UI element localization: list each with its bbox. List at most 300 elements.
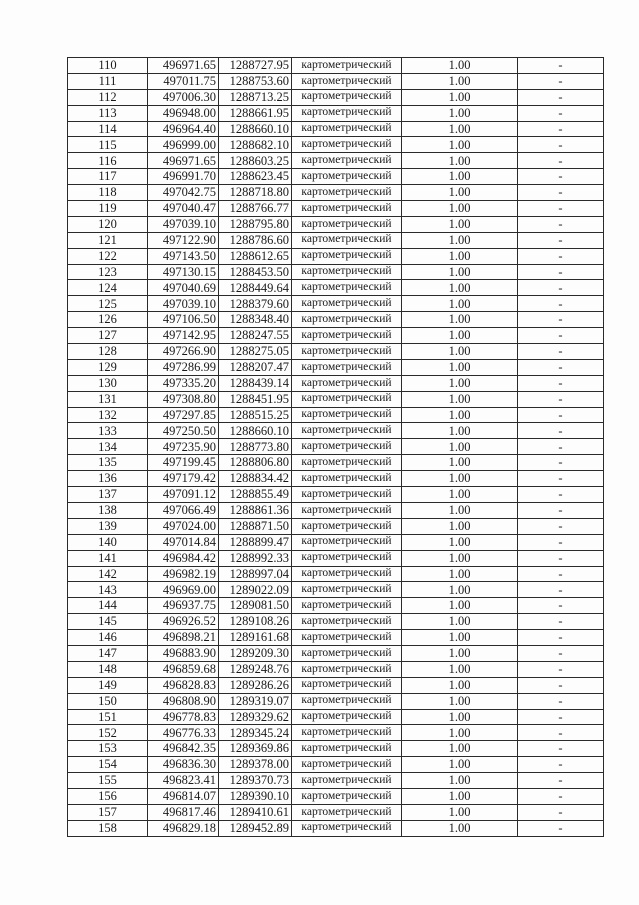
accuracy-value: 1.00 [402, 73, 518, 89]
x-coordinate: 497142.95 [148, 328, 219, 344]
table-row [68, 423, 604, 439]
note-dash: - [518, 645, 604, 661]
point-number: 142 [68, 566, 148, 582]
x-coordinate: 496814.07 [148, 788, 219, 804]
x-coordinate: 496991.70 [148, 169, 219, 185]
determination-method: картометрический [292, 359, 402, 375]
y-coordinate: 1288992.33 [219, 550, 292, 566]
determination-method: картометрический [292, 391, 402, 407]
point-number: 120 [68, 216, 148, 232]
table-row [68, 328, 604, 344]
determination-method: картометрический [292, 328, 402, 344]
accuracy-value: 1.00 [402, 534, 518, 550]
point-number: 153 [68, 741, 148, 757]
point-number: 135 [68, 455, 148, 471]
point-number: 136 [68, 471, 148, 487]
determination-method: картометрический [292, 487, 402, 503]
y-coordinate: 1288660.10 [219, 121, 292, 137]
point-number: 158 [68, 820, 148, 836]
accuracy-value: 1.00 [402, 439, 518, 455]
coordinates-table [67, 57, 604, 837]
note-dash: - [518, 328, 604, 344]
point-number: 144 [68, 598, 148, 614]
determination-method: картометрический [292, 693, 402, 709]
y-coordinate: 1289209.30 [219, 645, 292, 661]
point-number: 156 [68, 788, 148, 804]
table-row [68, 757, 604, 773]
accuracy-value: 1.00 [402, 487, 518, 503]
accuracy-value: 1.00 [402, 820, 518, 836]
note-dash: - [518, 105, 604, 121]
x-coordinate: 496859.68 [148, 661, 219, 677]
note-dash: - [518, 550, 604, 566]
point-number: 149 [68, 677, 148, 693]
y-coordinate: 1288899.47 [219, 534, 292, 550]
accuracy-value: 1.00 [402, 741, 518, 757]
determination-method: картометрический [292, 89, 402, 105]
table-row [68, 598, 604, 614]
accuracy-value: 1.00 [402, 645, 518, 661]
y-coordinate: 1289319.07 [219, 693, 292, 709]
accuracy-value: 1.00 [402, 391, 518, 407]
table-row [68, 804, 604, 820]
point-number: 155 [68, 773, 148, 789]
x-coordinate: 496937.75 [148, 598, 219, 614]
accuracy-value: 1.00 [402, 582, 518, 598]
note-dash: - [518, 375, 604, 391]
x-coordinate: 496842.35 [148, 741, 219, 757]
x-coordinate: 496778.83 [148, 709, 219, 725]
x-coordinate: 497040.47 [148, 201, 219, 217]
point-number: 117 [68, 169, 148, 185]
accuracy-value: 1.00 [402, 153, 518, 169]
table-row [68, 820, 604, 836]
note-dash: - [518, 693, 604, 709]
point-number: 133 [68, 423, 148, 439]
table-row [68, 693, 604, 709]
determination-method: картометрический [292, 725, 402, 741]
x-coordinate: 497042.75 [148, 185, 219, 201]
point-number: 111 [68, 73, 148, 89]
y-coordinate: 1288727.95 [219, 58, 292, 74]
determination-method: картометрический [292, 471, 402, 487]
x-coordinate: 496883.90 [148, 645, 219, 661]
x-coordinate: 497066.49 [148, 502, 219, 518]
determination-method: картометрический [292, 169, 402, 185]
x-coordinate: 496984.42 [148, 550, 219, 566]
note-dash: - [518, 757, 604, 773]
point-number: 118 [68, 185, 148, 201]
table-row [68, 105, 604, 121]
y-coordinate: 1288451.95 [219, 391, 292, 407]
y-coordinate: 1289452.89 [219, 820, 292, 836]
x-coordinate: 497335.20 [148, 375, 219, 391]
point-number: 124 [68, 280, 148, 296]
y-coordinate: 1288806.80 [219, 455, 292, 471]
accuracy-value: 1.00 [402, 518, 518, 534]
table-row [68, 296, 604, 312]
x-coordinate: 496776.33 [148, 725, 219, 741]
note-dash: - [518, 296, 604, 312]
note-dash: - [518, 248, 604, 264]
determination-method: картометрический [292, 677, 402, 693]
y-coordinate: 1288718.80 [219, 185, 292, 201]
table-row [68, 788, 604, 804]
determination-method: картометрический [292, 518, 402, 534]
determination-method: картометрический [292, 645, 402, 661]
note-dash: - [518, 391, 604, 407]
y-coordinate: 1289378.00 [219, 757, 292, 773]
table-row [68, 709, 604, 725]
note-dash: - [518, 773, 604, 789]
note-dash: - [518, 566, 604, 582]
accuracy-value: 1.00 [402, 105, 518, 121]
x-coordinate: 497179.42 [148, 471, 219, 487]
accuracy-value: 1.00 [402, 661, 518, 677]
note-dash: - [518, 280, 604, 296]
determination-method: картометрический [292, 280, 402, 296]
accuracy-value: 1.00 [402, 725, 518, 741]
accuracy-value: 1.00 [402, 344, 518, 360]
x-coordinate: 497199.45 [148, 455, 219, 471]
table-row [68, 232, 604, 248]
y-coordinate: 1289108.26 [219, 614, 292, 630]
point-number: 114 [68, 121, 148, 137]
table-row [68, 73, 604, 89]
table-row [68, 518, 604, 534]
point-number: 141 [68, 550, 148, 566]
note-dash: - [518, 661, 604, 677]
point-number: 139 [68, 518, 148, 534]
x-coordinate: 497006.30 [148, 89, 219, 105]
note-dash: - [518, 630, 604, 646]
accuracy-value: 1.00 [402, 359, 518, 375]
point-number: 110 [68, 58, 148, 74]
determination-method: картометрический [292, 105, 402, 121]
y-coordinate: 1288247.55 [219, 328, 292, 344]
accuracy-value: 1.00 [402, 407, 518, 423]
accuracy-value: 1.00 [402, 757, 518, 773]
note-dash: - [518, 407, 604, 423]
accuracy-value: 1.00 [402, 614, 518, 630]
accuracy-value: 1.00 [402, 804, 518, 820]
note-dash: - [518, 455, 604, 471]
x-coordinate: 496898.21 [148, 630, 219, 646]
y-coordinate: 1288439.14 [219, 375, 292, 391]
point-number: 127 [68, 328, 148, 344]
determination-method: картометрический [292, 614, 402, 630]
point-number: 132 [68, 407, 148, 423]
point-number: 131 [68, 391, 148, 407]
determination-method: картометрический [292, 121, 402, 137]
accuracy-value: 1.00 [402, 550, 518, 566]
accuracy-value: 1.00 [402, 598, 518, 614]
note-dash: - [518, 598, 604, 614]
y-coordinate: 1289161.68 [219, 630, 292, 646]
determination-method: картометрический [292, 296, 402, 312]
x-coordinate: 496948.00 [148, 105, 219, 121]
y-coordinate: 1288871.50 [219, 518, 292, 534]
note-dash: - [518, 677, 604, 693]
note-dash: - [518, 185, 604, 201]
determination-method: картометрический [292, 407, 402, 423]
x-coordinate: 497024.00 [148, 518, 219, 534]
point-number: 129 [68, 359, 148, 375]
x-coordinate: 497106.50 [148, 312, 219, 328]
accuracy-value: 1.00 [402, 423, 518, 439]
note-dash: - [518, 709, 604, 725]
table-row [68, 391, 604, 407]
determination-method: картометрический [292, 820, 402, 836]
table-row [68, 582, 604, 598]
accuracy-value: 1.00 [402, 312, 518, 328]
accuracy-value: 1.00 [402, 137, 518, 153]
table-row [68, 566, 604, 582]
accuracy-value: 1.00 [402, 296, 518, 312]
table-row [68, 137, 604, 153]
note-dash: - [518, 820, 604, 836]
accuracy-value: 1.00 [402, 566, 518, 582]
y-coordinate: 1289286.26 [219, 677, 292, 693]
table-row [68, 645, 604, 661]
determination-method: картометрический [292, 201, 402, 217]
accuracy-value: 1.00 [402, 677, 518, 693]
determination-method: картометрический [292, 248, 402, 264]
note-dash: - [518, 439, 604, 455]
x-coordinate: 496969.00 [148, 582, 219, 598]
table-row [68, 185, 604, 201]
note-dash: - [518, 216, 604, 232]
table-row [68, 344, 604, 360]
accuracy-value: 1.00 [402, 375, 518, 391]
point-number: 123 [68, 264, 148, 280]
y-coordinate: 1289345.24 [219, 725, 292, 741]
note-dash: - [518, 73, 604, 89]
accuracy-value: 1.00 [402, 693, 518, 709]
y-coordinate: 1288713.25 [219, 89, 292, 105]
note-dash: - [518, 534, 604, 550]
note-dash: - [518, 614, 604, 630]
table-row [68, 169, 604, 185]
y-coordinate: 1289369.86 [219, 741, 292, 757]
table-row [68, 471, 604, 487]
x-coordinate: 496971.65 [148, 153, 219, 169]
table-row [68, 201, 604, 217]
note-dash: - [518, 169, 604, 185]
point-number: 143 [68, 582, 148, 598]
y-coordinate: 1288997.04 [219, 566, 292, 582]
y-coordinate: 1288661.95 [219, 105, 292, 121]
accuracy-value: 1.00 [402, 248, 518, 264]
x-coordinate: 496964.40 [148, 121, 219, 137]
y-coordinate: 1288834.42 [219, 471, 292, 487]
point-number: 126 [68, 312, 148, 328]
determination-method: картометрический [292, 598, 402, 614]
table-row [68, 375, 604, 391]
x-coordinate: 496823.41 [148, 773, 219, 789]
y-coordinate: 1288623.45 [219, 169, 292, 185]
x-coordinate: 496999.00 [148, 137, 219, 153]
point-number: 134 [68, 439, 148, 455]
determination-method: картометрический [292, 788, 402, 804]
x-coordinate: 496836.30 [148, 757, 219, 773]
table-row [68, 773, 604, 789]
table-row [68, 248, 604, 264]
note-dash: - [518, 582, 604, 598]
accuracy-value: 1.00 [402, 169, 518, 185]
table-row [68, 661, 604, 677]
y-coordinate: 1288786.60 [219, 232, 292, 248]
y-coordinate: 1289329.62 [219, 709, 292, 725]
x-coordinate: 497130.15 [148, 264, 219, 280]
point-number: 130 [68, 375, 148, 391]
y-coordinate: 1288855.49 [219, 487, 292, 503]
accuracy-value: 1.00 [402, 280, 518, 296]
accuracy-value: 1.00 [402, 471, 518, 487]
note-dash: - [518, 89, 604, 105]
accuracy-value: 1.00 [402, 89, 518, 105]
x-coordinate: 497014.84 [148, 534, 219, 550]
table-row [68, 455, 604, 471]
determination-method: картометрический [292, 264, 402, 280]
determination-method: картометрический [292, 344, 402, 360]
table-row [68, 359, 604, 375]
note-dash: - [518, 312, 604, 328]
note-dash: - [518, 725, 604, 741]
table-row [68, 677, 604, 693]
x-coordinate: 497011.75 [148, 73, 219, 89]
point-number: 112 [68, 89, 148, 105]
point-number: 140 [68, 534, 148, 550]
y-coordinate: 1289248.76 [219, 661, 292, 677]
x-coordinate: 497250.50 [148, 423, 219, 439]
note-dash: - [518, 201, 604, 217]
accuracy-value: 1.00 [402, 232, 518, 248]
note-dash: - [518, 137, 604, 153]
determination-method: картометрический [292, 741, 402, 757]
table-row [68, 487, 604, 503]
table-row [68, 614, 604, 630]
determination-method: картометрический [292, 804, 402, 820]
y-coordinate: 1288612.65 [219, 248, 292, 264]
point-number: 154 [68, 757, 148, 773]
accuracy-value: 1.00 [402, 201, 518, 217]
determination-method: картометрический [292, 773, 402, 789]
x-coordinate: 497122.90 [148, 232, 219, 248]
note-dash: - [518, 153, 604, 169]
point-number: 119 [68, 201, 148, 217]
note-dash: - [518, 487, 604, 503]
point-number: 121 [68, 232, 148, 248]
x-coordinate: 497235.90 [148, 439, 219, 455]
point-number: 138 [68, 502, 148, 518]
note-dash: - [518, 804, 604, 820]
y-coordinate: 1289370.73 [219, 773, 292, 789]
point-number: 113 [68, 105, 148, 121]
x-coordinate: 496817.46 [148, 804, 219, 820]
x-coordinate: 496982.19 [148, 566, 219, 582]
y-coordinate: 1289022.09 [219, 582, 292, 598]
y-coordinate: 1288379.60 [219, 296, 292, 312]
table-row [68, 550, 604, 566]
accuracy-value: 1.00 [402, 773, 518, 789]
x-coordinate: 497266.90 [148, 344, 219, 360]
y-coordinate: 1288682.10 [219, 137, 292, 153]
note-dash: - [518, 788, 604, 804]
table-row [68, 439, 604, 455]
coordinates-table-body [68, 58, 604, 837]
table-row [68, 534, 604, 550]
determination-method: картометрический [292, 502, 402, 518]
y-coordinate: 1288453.50 [219, 264, 292, 280]
note-dash: - [518, 264, 604, 280]
y-coordinate: 1288766.77 [219, 201, 292, 217]
y-coordinate: 1288773.80 [219, 439, 292, 455]
determination-method: картометрический [292, 566, 402, 582]
point-number: 157 [68, 804, 148, 820]
table-row [68, 502, 604, 518]
determination-method: картометрический [292, 661, 402, 677]
y-coordinate: 1288753.60 [219, 73, 292, 89]
note-dash: - [518, 344, 604, 360]
determination-method: картометрический [292, 232, 402, 248]
table-row [68, 58, 604, 74]
accuracy-value: 1.00 [402, 121, 518, 137]
point-number: 125 [68, 296, 148, 312]
point-number: 151 [68, 709, 148, 725]
point-number: 145 [68, 614, 148, 630]
x-coordinate: 497091.12 [148, 487, 219, 503]
y-coordinate: 1288795.80 [219, 216, 292, 232]
point-number: 128 [68, 344, 148, 360]
x-coordinate: 497040.69 [148, 280, 219, 296]
x-coordinate: 496926.52 [148, 614, 219, 630]
determination-method: картометрический [292, 757, 402, 773]
y-coordinate: 1289390.10 [219, 788, 292, 804]
table-row [68, 89, 604, 105]
point-number: 115 [68, 137, 148, 153]
note-dash: - [518, 232, 604, 248]
y-coordinate: 1288348.40 [219, 312, 292, 328]
accuracy-value: 1.00 [402, 216, 518, 232]
determination-method: картометрический [292, 216, 402, 232]
y-coordinate: 1288207.47 [219, 359, 292, 375]
x-coordinate: 497286.99 [148, 359, 219, 375]
determination-method: картометрический [292, 455, 402, 471]
determination-method: картометрический [292, 312, 402, 328]
point-number: 147 [68, 645, 148, 661]
accuracy-value: 1.00 [402, 709, 518, 725]
y-coordinate: 1288515.25 [219, 407, 292, 423]
y-coordinate: 1288603.25 [219, 153, 292, 169]
y-coordinate: 1288660.10 [219, 423, 292, 439]
determination-method: картометрический [292, 550, 402, 566]
table-row [68, 741, 604, 757]
determination-method: картометрический [292, 185, 402, 201]
x-coordinate: 496829.18 [148, 820, 219, 836]
accuracy-value: 1.00 [402, 788, 518, 804]
determination-method: картометрический [292, 582, 402, 598]
table-row [68, 407, 604, 423]
determination-method: картометрический [292, 439, 402, 455]
table-row [68, 153, 604, 169]
determination-method: картометрический [292, 375, 402, 391]
accuracy-value: 1.00 [402, 185, 518, 201]
table-row [68, 121, 604, 137]
note-dash: - [518, 471, 604, 487]
determination-method: картометрический [292, 58, 402, 74]
point-number: 152 [68, 725, 148, 741]
